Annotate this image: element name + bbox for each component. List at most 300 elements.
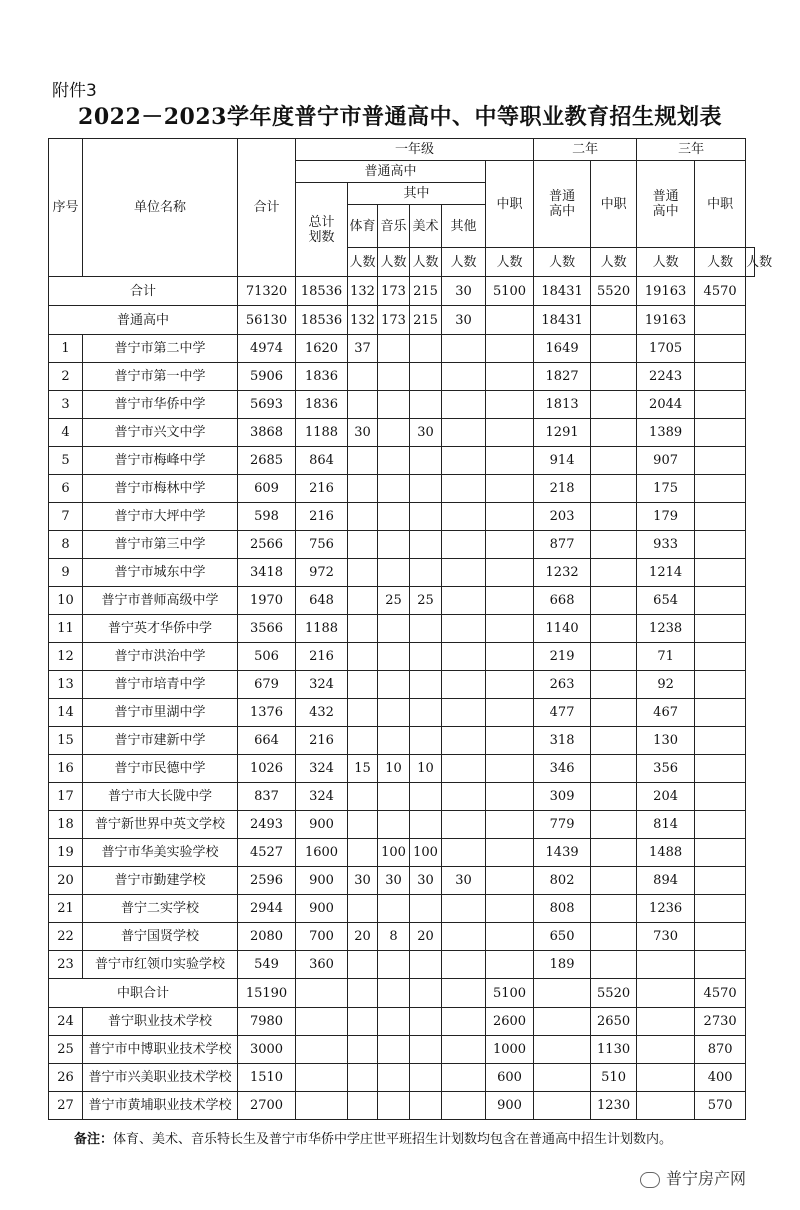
- row-cell: [695, 923, 746, 951]
- row-cell: 15: [348, 755, 378, 783]
- row-cell: [378, 895, 410, 923]
- row-cell: 907: [637, 447, 695, 475]
- row-cell: 972: [296, 559, 348, 587]
- row-cell: [348, 531, 378, 559]
- summary-cell: 215: [410, 277, 442, 306]
- row-cell: 1214: [637, 559, 695, 587]
- row-unit-name: 普宁市大坪中学: [83, 503, 238, 531]
- row-seq: 21: [49, 895, 83, 923]
- summary-cell: 30: [442, 277, 486, 306]
- row-cell: 130: [637, 727, 695, 755]
- row-cell: [348, 895, 378, 923]
- row-cell: 900: [296, 867, 348, 895]
- row-cell: [591, 587, 637, 615]
- row-cell: 1649: [534, 335, 591, 363]
- header-g2-general: 普通高中: [534, 161, 591, 248]
- row-unit-name: 普宁市梅峰中学: [83, 447, 238, 475]
- row-cell: 570: [695, 1092, 746, 1120]
- header-grade2: 二年: [534, 139, 637, 161]
- row-cell: [348, 1092, 378, 1120]
- row-cell: 25: [410, 587, 442, 615]
- row-cell: [486, 951, 534, 979]
- header-people: 人数: [410, 248, 442, 277]
- row-cell: [591, 615, 637, 643]
- row-unit-name: 普宁市里湖中学: [83, 699, 238, 727]
- row-cell: [486, 867, 534, 895]
- row-cell: [591, 447, 637, 475]
- row-cell: 779: [534, 811, 591, 839]
- row-seq: 24: [49, 1008, 83, 1036]
- row-cell: 100: [378, 839, 410, 867]
- summary-cell: [378, 979, 410, 1008]
- row-unit-name: 普宁市华美实验学校: [83, 839, 238, 867]
- row-cell: [534, 1008, 591, 1036]
- row-cell: [378, 1092, 410, 1120]
- row-cell: 2493: [238, 811, 296, 839]
- row-cell: 4974: [238, 335, 296, 363]
- table-row: [49, 475, 755, 503]
- row-cell: [410, 363, 442, 391]
- row-cell: 1600: [296, 839, 348, 867]
- header-music: 音乐: [378, 205, 410, 248]
- row-cell: [486, 475, 534, 503]
- row-unit-name: 普宁市梅林中学: [83, 475, 238, 503]
- row-cell: [695, 363, 746, 391]
- row-cell: 92: [637, 671, 695, 699]
- row-cell: [695, 811, 746, 839]
- row-cell: 933: [637, 531, 695, 559]
- row-cell: 877: [534, 531, 591, 559]
- row-cell: 664: [238, 727, 296, 755]
- header-pe: 体育: [348, 205, 378, 248]
- row-cell: [695, 727, 746, 755]
- row-cell: 506: [238, 643, 296, 671]
- row-cell: [378, 615, 410, 643]
- row-cell: [486, 923, 534, 951]
- summary-cell: 132: [348, 277, 378, 306]
- row-cell: 1376: [238, 699, 296, 727]
- row-cell: [695, 895, 746, 923]
- row-cell: [695, 699, 746, 727]
- row-cell: 2080: [238, 923, 296, 951]
- row-cell: [378, 699, 410, 727]
- row-cell: [486, 419, 534, 447]
- row-cell: [442, 503, 486, 531]
- row-cell: [378, 559, 410, 587]
- row-cell: 477: [534, 699, 591, 727]
- row-unit-name: 普宁市第一中学: [83, 363, 238, 391]
- table-row: [49, 923, 755, 951]
- row-cell: 1620: [296, 335, 348, 363]
- row-cell: 870: [695, 1036, 746, 1064]
- row-cell: [410, 335, 442, 363]
- header-people: 人数: [378, 248, 410, 277]
- row-unit-name: 普宁市建新中学: [83, 727, 238, 755]
- summary-cell: [637, 979, 695, 1008]
- row-cell: [442, 363, 486, 391]
- table-row: [49, 643, 755, 671]
- row-cell: [378, 1036, 410, 1064]
- row-cell: [348, 503, 378, 531]
- header-g3-general: 普通高中: [637, 161, 695, 248]
- summary-cell: [410, 979, 442, 1008]
- row-cell: 1705: [637, 335, 695, 363]
- header-people: 人数: [746, 248, 755, 277]
- row-cell: [591, 811, 637, 839]
- row-cell: [442, 951, 486, 979]
- row-cell: 360: [296, 951, 348, 979]
- row-cell: 1236: [637, 895, 695, 923]
- table-row: [49, 951, 755, 979]
- header-people: 人数: [486, 248, 534, 277]
- row-cell: [486, 699, 534, 727]
- row-unit-name: 普宁市民德中学: [83, 755, 238, 783]
- row-cell: 1238: [637, 615, 695, 643]
- row-cell: 309: [534, 783, 591, 811]
- row-cell: [348, 1064, 378, 1092]
- row-cell: 356: [637, 755, 695, 783]
- row-cell: [534, 1064, 591, 1092]
- row-cell: 4527: [238, 839, 296, 867]
- row-cell: [486, 447, 534, 475]
- row-cell: 216: [296, 727, 348, 755]
- row-cell: [591, 867, 637, 895]
- row-cell: 5906: [238, 363, 296, 391]
- row-cell: [486, 755, 534, 783]
- table-row: [49, 335, 755, 363]
- summary-cell: 132: [348, 306, 378, 335]
- row-cell: [534, 1036, 591, 1064]
- row-cell: 2044: [637, 391, 695, 419]
- row-cell: [442, 587, 486, 615]
- row-cell: 30: [348, 867, 378, 895]
- summary-cell: 18536: [296, 277, 348, 306]
- row-cell: [442, 727, 486, 755]
- summary-cell: 215: [410, 306, 442, 335]
- row-seq: 19: [49, 839, 83, 867]
- row-cell: [591, 531, 637, 559]
- summary-total-row: [49, 277, 755, 306]
- row-cell: [486, 811, 534, 839]
- row-cell: [378, 419, 410, 447]
- summary-cell: 5520: [591, 277, 637, 306]
- row-seq: 22: [49, 923, 83, 951]
- row-cell: [442, 643, 486, 671]
- row-cell: [591, 755, 637, 783]
- table-row: [49, 839, 755, 867]
- header-other: 其他: [442, 205, 486, 248]
- row-cell: 3000: [238, 1036, 296, 1064]
- row-cell: 10: [378, 755, 410, 783]
- row-cell: [410, 559, 442, 587]
- row-cell: [591, 503, 637, 531]
- row-cell: 730: [637, 923, 695, 951]
- row-seq: 17: [49, 783, 83, 811]
- row-cell: [486, 727, 534, 755]
- row-cell: 263: [534, 671, 591, 699]
- table-row: [49, 559, 755, 587]
- row-cell: [348, 447, 378, 475]
- row-seq: 14: [49, 699, 83, 727]
- row-cell: [296, 1092, 348, 1120]
- row-unit-name: 普宁新世界中英文学校: [83, 811, 238, 839]
- row-unit-name: 普宁市第二中学: [83, 335, 238, 363]
- summary-cell: [591, 306, 637, 335]
- row-cell: 203: [534, 503, 591, 531]
- row-cell: [486, 559, 534, 587]
- row-cell: 600: [486, 1064, 534, 1092]
- row-cell: 25: [378, 587, 410, 615]
- summary-cell: [534, 979, 591, 1008]
- row-cell: [442, 839, 486, 867]
- row-seq: 4: [49, 419, 83, 447]
- row-unit-name: 普宁二实学校: [83, 895, 238, 923]
- row-cell: [442, 755, 486, 783]
- row-cell: 1836: [296, 363, 348, 391]
- table-row: [49, 1092, 755, 1120]
- row-cell: [591, 363, 637, 391]
- row-cell: [486, 531, 534, 559]
- row-cell: [410, 783, 442, 811]
- row-cell: 510: [591, 1064, 637, 1092]
- row-cell: [486, 503, 534, 531]
- row-cell: [348, 839, 378, 867]
- summary-cell: 18431: [534, 277, 591, 306]
- row-cell: 5693: [238, 391, 296, 419]
- row-cell: [296, 1064, 348, 1092]
- row-cell: 2685: [238, 447, 296, 475]
- row-unit-name: 普宁职业技术学校: [83, 1008, 238, 1036]
- row-cell: 400: [695, 1064, 746, 1092]
- summary-cell: 4570: [695, 277, 746, 306]
- row-cell: 1000: [486, 1036, 534, 1064]
- table-row: [49, 419, 755, 447]
- summary-cell: 173: [378, 277, 410, 306]
- row-cell: [695, 839, 746, 867]
- row-unit-name: 普宁市培青中学: [83, 671, 238, 699]
- row-cell: [534, 1092, 591, 1120]
- row-cell: 814: [637, 811, 695, 839]
- row-seq: 18: [49, 811, 83, 839]
- row-cell: [410, 1064, 442, 1092]
- row-cell: 802: [534, 867, 591, 895]
- row-seq: 5: [49, 447, 83, 475]
- row-cell: [486, 783, 534, 811]
- row-cell: 204: [637, 783, 695, 811]
- summary-cell: 30: [442, 306, 486, 335]
- row-cell: 1813: [534, 391, 591, 419]
- row-cell: 1140: [534, 615, 591, 643]
- row-cell: 189: [534, 951, 591, 979]
- row-cell: 679: [238, 671, 296, 699]
- row-cell: [637, 951, 695, 979]
- summary-label: 普通高中: [49, 306, 238, 335]
- row-cell: [410, 811, 442, 839]
- row-cell: 2243: [637, 363, 695, 391]
- summary-cell: 71320: [238, 277, 296, 306]
- row-unit-name: 普宁市洪治中学: [83, 643, 238, 671]
- row-cell: 654: [637, 587, 695, 615]
- row-cell: [410, 391, 442, 419]
- row-cell: [296, 1036, 348, 1064]
- row-cell: [378, 391, 410, 419]
- row-cell: 894: [637, 867, 695, 895]
- row-unit-name: 普宁市中博职业技术学校: [83, 1036, 238, 1064]
- row-cell: 2944: [238, 895, 296, 923]
- row-seq: 6: [49, 475, 83, 503]
- enrollment-plan-table: [48, 138, 773, 1120]
- row-seq: 7: [49, 503, 83, 531]
- summary-cell: [348, 979, 378, 1008]
- row-cell: 175: [637, 475, 695, 503]
- row-cell: [378, 475, 410, 503]
- row-cell: 216: [296, 503, 348, 531]
- row-cell: [591, 559, 637, 587]
- row-cell: 1389: [637, 419, 695, 447]
- row-cell: [442, 447, 486, 475]
- table-row: [49, 531, 755, 559]
- row-cell: [591, 643, 637, 671]
- row-cell: [348, 811, 378, 839]
- row-cell: [378, 503, 410, 531]
- summary-cell: 18536: [296, 306, 348, 335]
- row-cell: [591, 923, 637, 951]
- row-cell: [591, 839, 637, 867]
- summary-cell: 173: [378, 306, 410, 335]
- row-unit-name: 普宁市华侨中学: [83, 391, 238, 419]
- row-cell: [442, 895, 486, 923]
- row-cell: 1439: [534, 839, 591, 867]
- row-cell: [410, 699, 442, 727]
- row-unit-name: 普宁国贤学校: [83, 923, 238, 951]
- row-cell: [695, 447, 746, 475]
- row-unit-name: 普宁市黄埔职业技术学校: [83, 1092, 238, 1120]
- row-cell: [378, 951, 410, 979]
- row-cell: [442, 923, 486, 951]
- row-cell: 467: [637, 699, 695, 727]
- row-cell: 432: [296, 699, 348, 727]
- row-cell: 900: [486, 1092, 534, 1120]
- row-cell: [637, 1036, 695, 1064]
- row-cell: [591, 335, 637, 363]
- header-people: 人数: [695, 248, 746, 277]
- summary-cell: 5100: [486, 277, 534, 306]
- row-cell: [410, 643, 442, 671]
- header-people: 人数: [442, 248, 486, 277]
- row-cell: [348, 699, 378, 727]
- row-cell: [348, 559, 378, 587]
- row-cell: [695, 951, 746, 979]
- row-cell: [348, 951, 378, 979]
- row-cell: 648: [296, 587, 348, 615]
- row-cell: [486, 839, 534, 867]
- row-cell: [695, 335, 746, 363]
- table-row: [49, 447, 755, 475]
- row-cell: [296, 1008, 348, 1036]
- row-cell: 216: [296, 475, 348, 503]
- row-cell: [410, 447, 442, 475]
- row-cell: [442, 475, 486, 503]
- summary-vocational-row: [49, 979, 755, 1008]
- row-cell: [695, 475, 746, 503]
- row-cell: 318: [534, 727, 591, 755]
- header-unit: 单位名称: [83, 139, 238, 277]
- row-cell: [442, 335, 486, 363]
- summary-cell: 19163: [637, 306, 695, 335]
- row-seq: 1: [49, 335, 83, 363]
- row-seq: 15: [49, 727, 83, 755]
- row-cell: [410, 1008, 442, 1036]
- row-cell: [442, 1036, 486, 1064]
- row-cell: 900: [296, 811, 348, 839]
- row-cell: 346: [534, 755, 591, 783]
- header-general-hs: 普通高中: [296, 161, 486, 183]
- row-cell: [378, 447, 410, 475]
- row-cell: 1836: [296, 391, 348, 419]
- row-cell: 1232: [534, 559, 591, 587]
- row-cell: [591, 951, 637, 979]
- header-seq: 序号: [49, 139, 83, 277]
- row-cell: [410, 1092, 442, 1120]
- row-cell: 2596: [238, 867, 296, 895]
- row-cell: [442, 559, 486, 587]
- row-cell: [591, 783, 637, 811]
- row-cell: [442, 671, 486, 699]
- row-cell: [348, 783, 378, 811]
- row-cell: 668: [534, 587, 591, 615]
- row-cell: [348, 475, 378, 503]
- row-cell: 37: [348, 335, 378, 363]
- row-cell: 100: [410, 839, 442, 867]
- row-cell: 1291: [534, 419, 591, 447]
- row-cell: 598: [238, 503, 296, 531]
- row-cell: [591, 671, 637, 699]
- row-cell: [695, 559, 746, 587]
- row-cell: 1230: [591, 1092, 637, 1120]
- row-cell: [695, 755, 746, 783]
- row-cell: 2600: [486, 1008, 534, 1036]
- table-row: [49, 811, 755, 839]
- summary-label: 中职合计: [49, 979, 238, 1008]
- attachment-label: 附件3: [52, 81, 97, 101]
- row-cell: [378, 531, 410, 559]
- row-cell: 8: [378, 923, 410, 951]
- row-unit-name: 普宁市城东中学: [83, 559, 238, 587]
- row-cell: [378, 643, 410, 671]
- wechat-icon: [640, 1172, 660, 1188]
- table-row: [49, 895, 755, 923]
- row-cell: [442, 1008, 486, 1036]
- row-cell: 20: [410, 923, 442, 951]
- row-cell: 900: [296, 895, 348, 923]
- row-cell: 837: [238, 783, 296, 811]
- row-cell: 2566: [238, 531, 296, 559]
- row-cell: [442, 615, 486, 643]
- row-cell: [637, 1008, 695, 1036]
- summary-cell: 18431: [534, 306, 591, 335]
- row-cell: [442, 1064, 486, 1092]
- row-seq: 8: [49, 531, 83, 559]
- footnote: [74, 1128, 672, 1147]
- summary-label: 合计: [49, 277, 238, 306]
- row-cell: 30: [410, 867, 442, 895]
- row-cell: 218: [534, 475, 591, 503]
- row-cell: [378, 783, 410, 811]
- row-cell: [591, 727, 637, 755]
- row-unit-name: 普宁市红领巾实验学校: [83, 951, 238, 979]
- header-people: 人数: [591, 248, 637, 277]
- row-cell: 219: [534, 643, 591, 671]
